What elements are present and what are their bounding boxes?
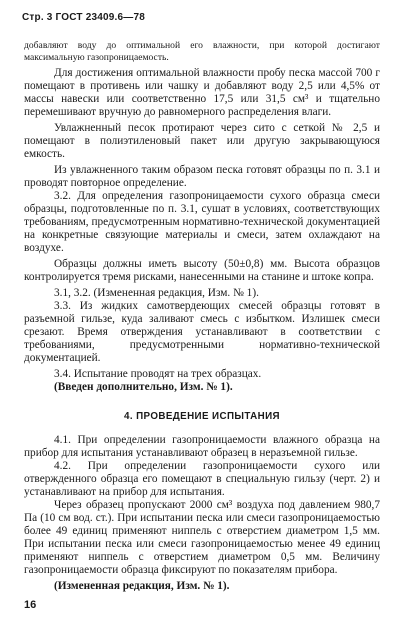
paragraph-sample-height: Образцы должны иметь высоту (50±0,8) мм. Высота образцов контролируется тремя рисками, нанесенными на станине и штоке копра. xyxy=(24,258,380,283)
document-body xyxy=(24,40,380,593)
note-changed: (Измененная редакция, Изм. № 1). xyxy=(54,580,230,592)
section-title: 4. ПРОВЕДЕНИЕ ИСПЫТАНИЯ xyxy=(123,411,280,422)
paragraph-3-2: 3.2. Для определения газопроницаемости сухого образца смеси образцы, подготовленные по п. 3.1, сушат в условиях, соответствующих требованиям, предусмотренным нормативно-технической документацией на конкретные связующие материалы и смеси, затем охлаждают на воздухе. xyxy=(24,190,380,254)
paragraph-amendment-3-1-3-2: 3.1, 3.2. (Измененная редакция, Изм. № 1). xyxy=(54,287,259,299)
paragraph-3-4: 3.4. Испытание проводят на трех образцах. xyxy=(54,368,262,380)
page-header: Стр. 3 ГОСТ 23409.6—78 xyxy=(22,12,145,23)
paragraph-air-flow: Через образец пропускают 2000 см³ воздуха под давлением 980,7 Па (10 см вод. ст.). При испытании песка или смеси газопроницаемостью более 49 единиц применяют ниппель с отверстием диаметром 1,5 мм. При испытании песка или смеси газопроницаемостью менее 49 единиц применяют ниппель с отверстием диаметром 0,5 мм. Величину газопроницаемости образца фиксируют по показателям прибора. xyxy=(24,499,380,576)
paragraph-moist-sand: Увлажненный песок протирают через сито с сеткой № 2,5 и помещают в полиэтиленовый пакет или другую закрывающуюся емкость. xyxy=(24,122,380,160)
page-number: 16 xyxy=(24,599,37,611)
note-added: (Введен дополнительно, Изм. № 1). xyxy=(54,381,233,393)
paragraph-optimal-moisture: Для достижения оптимальной влажности пробу песка массой 700 г помещают в противень или чашку и добавляют воду 2,5 или 4,5% от массы навески или соответственно 17,5 или 31,5 см³ и тщательно перемешивают вручную до равномерного распределения влаги. xyxy=(24,67,380,118)
paragraph-4-2: 4.2. При определении газопроницаемости сухого или отвержденного образца его помещают в специальную гильзу (черт. 2) и устанавливают на прибор для испытания. xyxy=(24,460,380,498)
paragraph-repeat-test: Из увлажненного таким образом песка готовят образцы по п. 3.1 и проводят повторное определение. xyxy=(24,164,380,189)
paragraph-continuation: добавляют воду до оптимальной его влажности, при которой достигают максимальную газопроницаемость. xyxy=(24,40,380,63)
paragraph-3-3: 3.3. Из жидких самотвердеющих смесей образцы готовят в разъемной гильзе, куда заливают смесь с избытком. Излишек смеси срезают. Время отверждения устанавливают в соответствии с требованиями, предусмотренными нормативно-технической документацией. xyxy=(24,300,380,364)
paragraph-4-1: 4.1. При определении газопроницаемости влажного образца на прибор для испытания устанавливают образец в неразъемной гильзе. xyxy=(24,434,380,459)
